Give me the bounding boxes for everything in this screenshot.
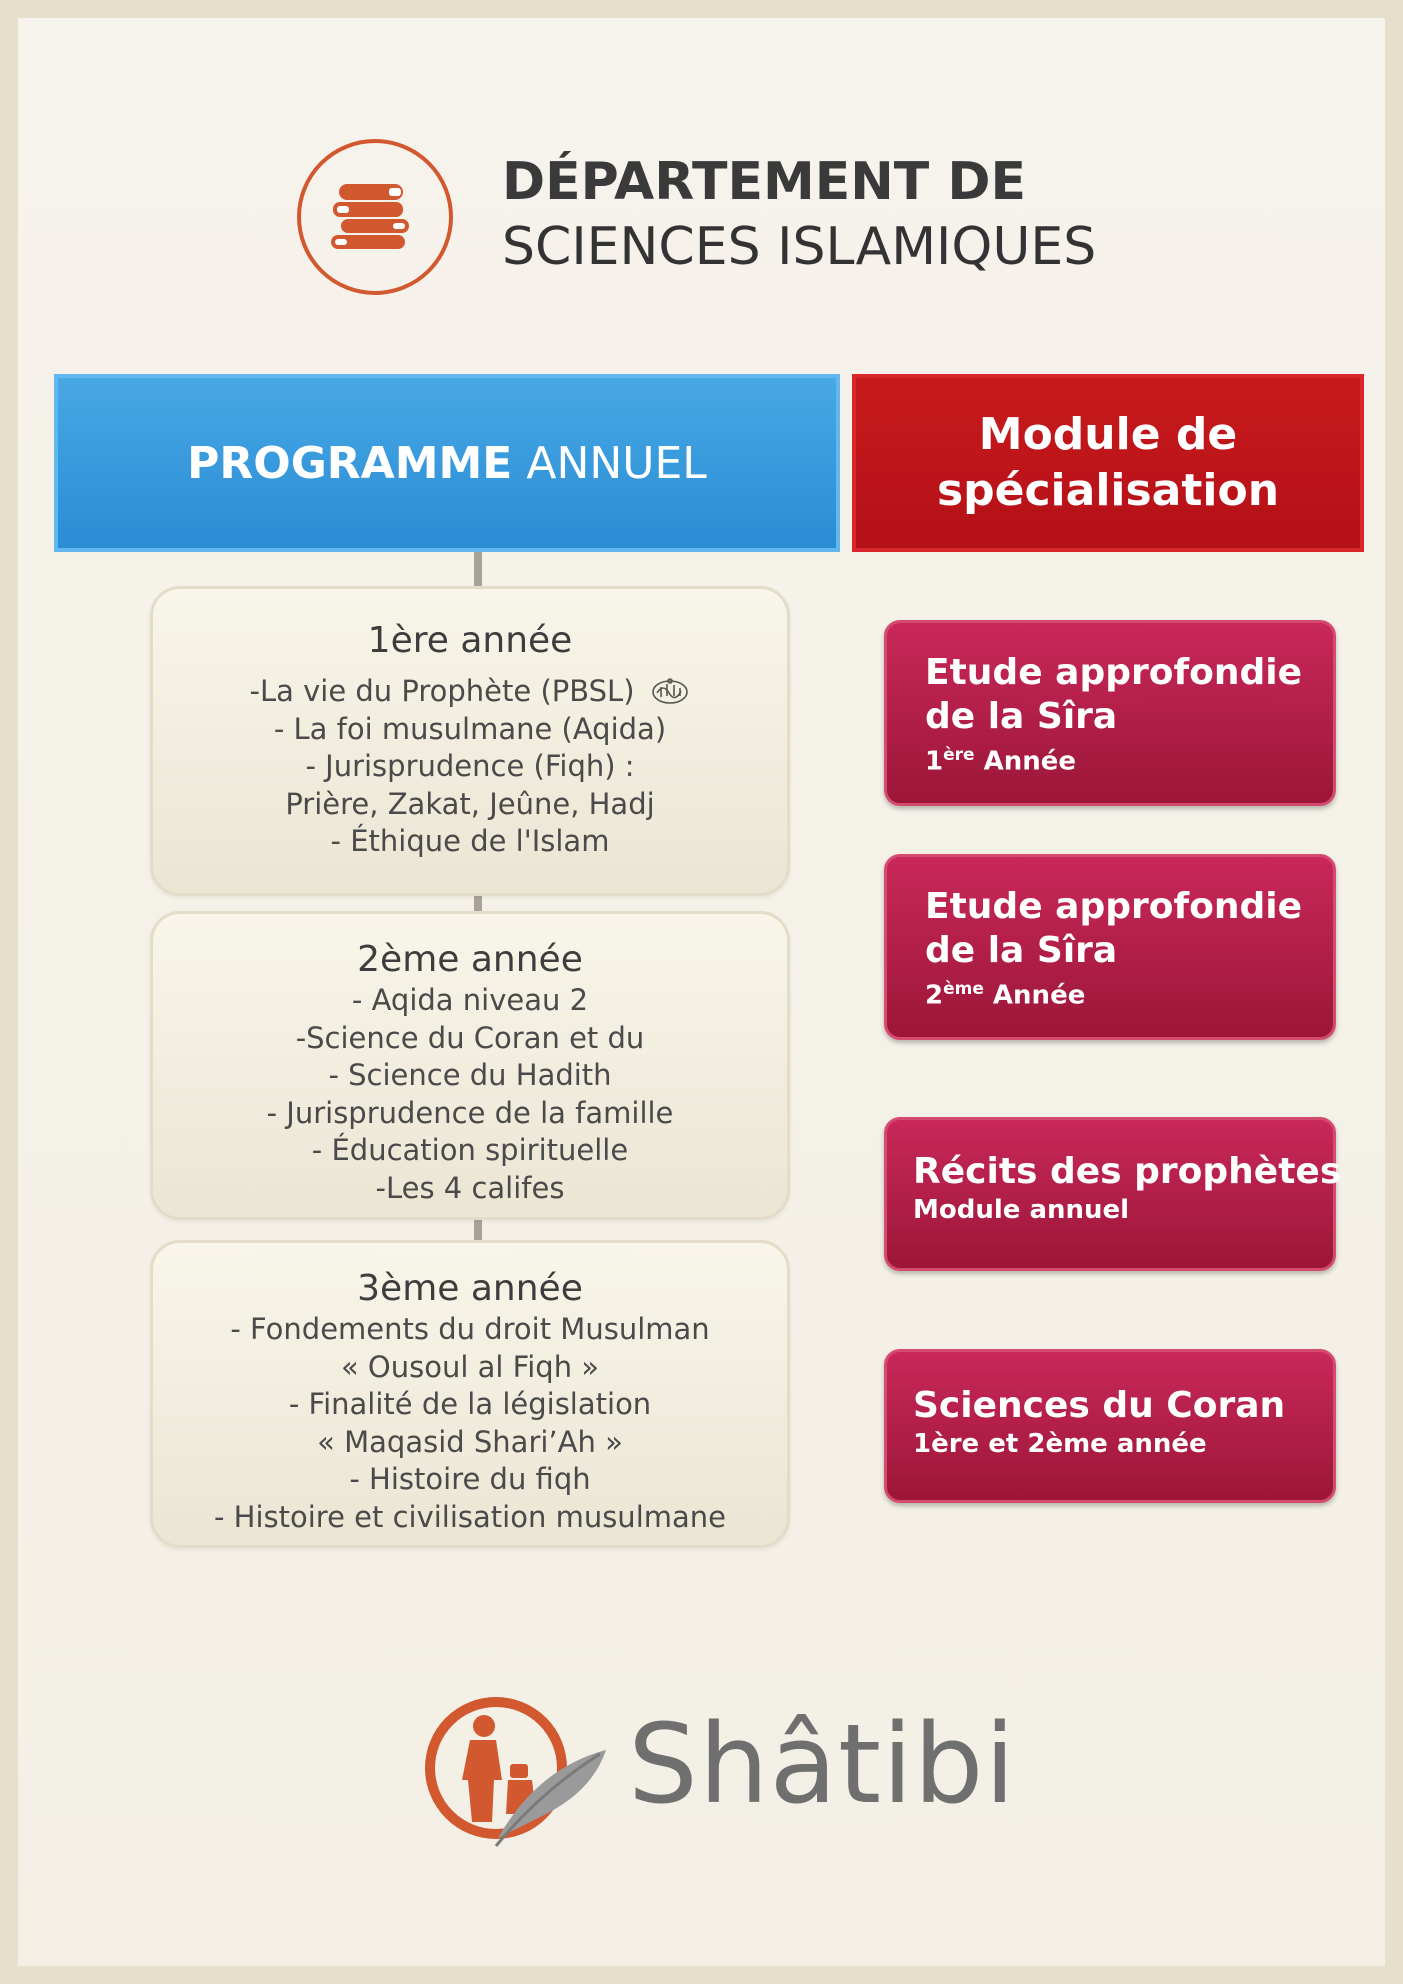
- programme-header-bold: PROGRAMME: [187, 437, 513, 489]
- module-title: Récits des prophètes: [913, 1151, 1342, 1192]
- course-line: - Fondements du droit Musulman: [230, 1312, 710, 1346]
- module-header-line1: Module de: [978, 409, 1238, 460]
- course-line: - La foi musulmane (Aqida): [273, 711, 667, 746]
- teacher-student-quill-icon: [424, 1688, 614, 1858]
- year-title: 3ème année: [357, 1268, 583, 1309]
- module-specialisation-header: [852, 374, 1364, 552]
- department-title-line1: DÉPARTEMENT DE: [502, 152, 1027, 212]
- module-title: Sciences du Coran: [913, 1385, 1286, 1426]
- course-line: - Histoire du fiqh: [349, 1462, 591, 1496]
- module-header-line2: spécialisation: [936, 465, 1280, 516]
- module-title-line1: Etude approfondie: [925, 886, 1303, 927]
- year-title: 2ème année: [357, 939, 583, 980]
- module-card-sira-1: [884, 620, 1336, 806]
- module-title-line2: de la Sîra: [925, 930, 1118, 971]
- course-line: - Aqida niveau 2: [351, 983, 589, 1017]
- module-card-sira-2: [884, 854, 1336, 1040]
- course-line: - Histoire et civilisation musulmane: [213, 1499, 726, 1534]
- course-line: - Éducation spirituelle: [311, 1133, 629, 1167]
- module-subtitle: 1ère et 2ème année: [913, 1429, 1207, 1459]
- module-subtitle: 1ère Année: [925, 745, 1077, 777]
- course-line: Prière, Zakat, Jeûne, Hadj: [285, 786, 655, 821]
- course-line: -Les 4 califes: [375, 1170, 565, 1205]
- year-card-3: [150, 1240, 790, 1548]
- department-title-line2: SCIENCES ISLAMIQUES: [502, 217, 1097, 277]
- year-card-1: [150, 586, 790, 896]
- course-line: « Ousoul al Fiqh »: [340, 1349, 600, 1384]
- books-icon: [297, 139, 453, 295]
- course-line: - Science du Hadith: [328, 1058, 612, 1092]
- department-title: [502, 150, 1096, 280]
- module-subtitle: 2ème Année: [925, 979, 1086, 1011]
- year-title: 1ère année: [367, 620, 573, 661]
- course-line: - Jurisprudence de la famille: [266, 1095, 674, 1130]
- module-title-line2: de la Sîra: [925, 696, 1118, 737]
- course-line: [153, 673, 787, 711]
- course-line: - Éthique de l'Islam: [330, 824, 610, 858]
- course-line: - Jurisprudence (Fiqh) :: [305, 749, 635, 783]
- course-line: -Science du Coran et du: [295, 1020, 645, 1055]
- course-line: « Maqasid Shari’Ah »: [317, 1424, 623, 1459]
- module-subtitle: Module annuel: [913, 1195, 1130, 1225]
- module-title-line1: Etude approfondie: [925, 652, 1303, 693]
- programme-annuel-header: [54, 374, 840, 552]
- course-line-text: -La vie du Prophète (PBSL): [249, 674, 635, 708]
- module-card-recits: [884, 1117, 1342, 1271]
- programme-header-rest: ANNUEL: [526, 437, 707, 489]
- module-card-coran: [884, 1349, 1336, 1503]
- calligraphy-pbuh-icon: [649, 675, 691, 707]
- course-line: - Finalité de la législation: [288, 1387, 652, 1421]
- brand-name: Shâtibi: [628, 1700, 1017, 1828]
- year-card-2: [150, 911, 790, 1220]
